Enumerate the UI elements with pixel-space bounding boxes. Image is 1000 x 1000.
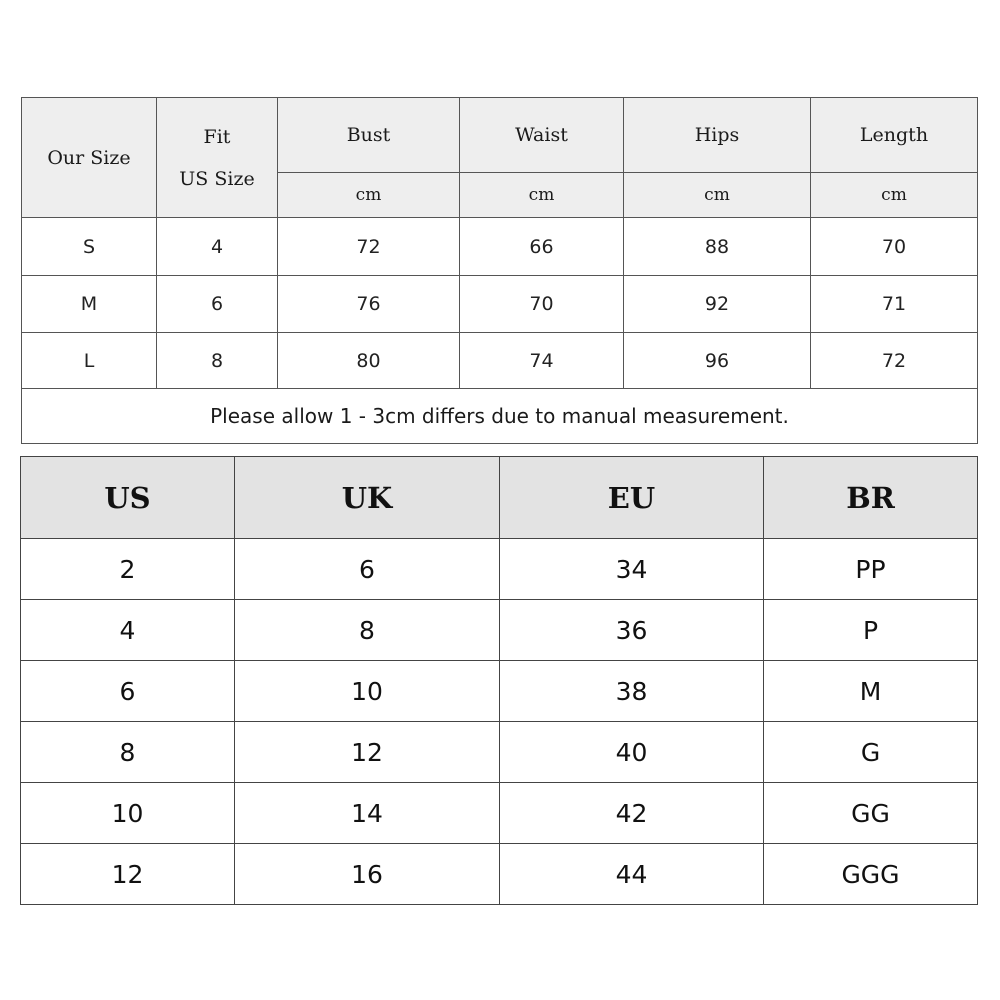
us-cell: 2 (21, 539, 235, 600)
header-waist-unit: cm (460, 173, 624, 218)
eu-cell: 34 (500, 539, 764, 600)
header-bust-unit: cm (278, 173, 460, 218)
table-row (21, 783, 978, 844)
size-cell: S (22, 218, 157, 276)
waist-cell: 66 (460, 218, 624, 276)
size-cell: L (22, 333, 157, 389)
length-cell: 72 (811, 333, 978, 389)
eu-cell: 42 (500, 783, 764, 844)
table-row (21, 600, 978, 661)
waist-cell: 70 (460, 276, 624, 333)
size-cell: M (22, 276, 157, 333)
bust-cell: 76 (278, 276, 460, 333)
header-length: Length (811, 98, 978, 173)
us-size-cell: 6 (157, 276, 278, 333)
bust-cell: 80 (278, 333, 460, 389)
uk-cell: 10 (235, 661, 500, 722)
size-measurement-table (21, 97, 978, 444)
uk-cell: 12 (235, 722, 500, 783)
uk-cell: 16 (235, 844, 500, 905)
hips-cell: 88 (624, 218, 811, 276)
length-cell: 71 (811, 276, 978, 333)
eu-cell: 36 (500, 600, 764, 661)
us-cell: 6 (21, 661, 235, 722)
measurement-note: Please allow 1 - 3cm differs due to manual measurement. (22, 389, 978, 444)
us-cell: 12 (21, 844, 235, 905)
uk-cell: 6 (235, 539, 500, 600)
table-row (22, 333, 978, 389)
us-size-cell: 8 (157, 333, 278, 389)
table-row (22, 218, 978, 276)
us-cell: 10 (21, 783, 235, 844)
header-bust: Bust (278, 98, 460, 173)
br-cell: G (764, 722, 978, 783)
header-us: US (21, 457, 235, 539)
header-fit-us-size (157, 98, 278, 218)
uk-cell: 14 (235, 783, 500, 844)
header-fit-label: Fit (203, 125, 231, 148)
header-br: BR (764, 457, 978, 539)
hips-cell: 92 (624, 276, 811, 333)
br-cell: GGG (764, 844, 978, 905)
eu-cell: 40 (500, 722, 764, 783)
header-uk: UK (235, 457, 500, 539)
uk-cell: 8 (235, 600, 500, 661)
bust-cell: 72 (278, 218, 460, 276)
header-our-size: Our Size (22, 98, 157, 218)
br-cell: GG (764, 783, 978, 844)
table-row (21, 844, 978, 905)
eu-cell: 44 (500, 844, 764, 905)
table-row (21, 661, 978, 722)
us-cell: 4 (21, 600, 235, 661)
header-us-size-label: US Size (179, 167, 255, 190)
header-hips: Hips (624, 98, 811, 173)
br-cell: P (764, 600, 978, 661)
header-length-unit: cm (811, 173, 978, 218)
table-row (21, 539, 978, 600)
br-cell: M (764, 661, 978, 722)
header-eu: EU (500, 457, 764, 539)
us-cell: 8 (21, 722, 235, 783)
waist-cell: 74 (460, 333, 624, 389)
header-hips-unit: cm (624, 173, 811, 218)
table-row (21, 722, 978, 783)
size-conversion-table (20, 456, 978, 905)
table-row (22, 276, 978, 333)
us-size-cell: 4 (157, 218, 278, 276)
br-cell: PP (764, 539, 978, 600)
hips-cell: 96 (624, 333, 811, 389)
length-cell: 70 (811, 218, 978, 276)
eu-cell: 38 (500, 661, 764, 722)
header-waist: Waist (460, 98, 624, 173)
